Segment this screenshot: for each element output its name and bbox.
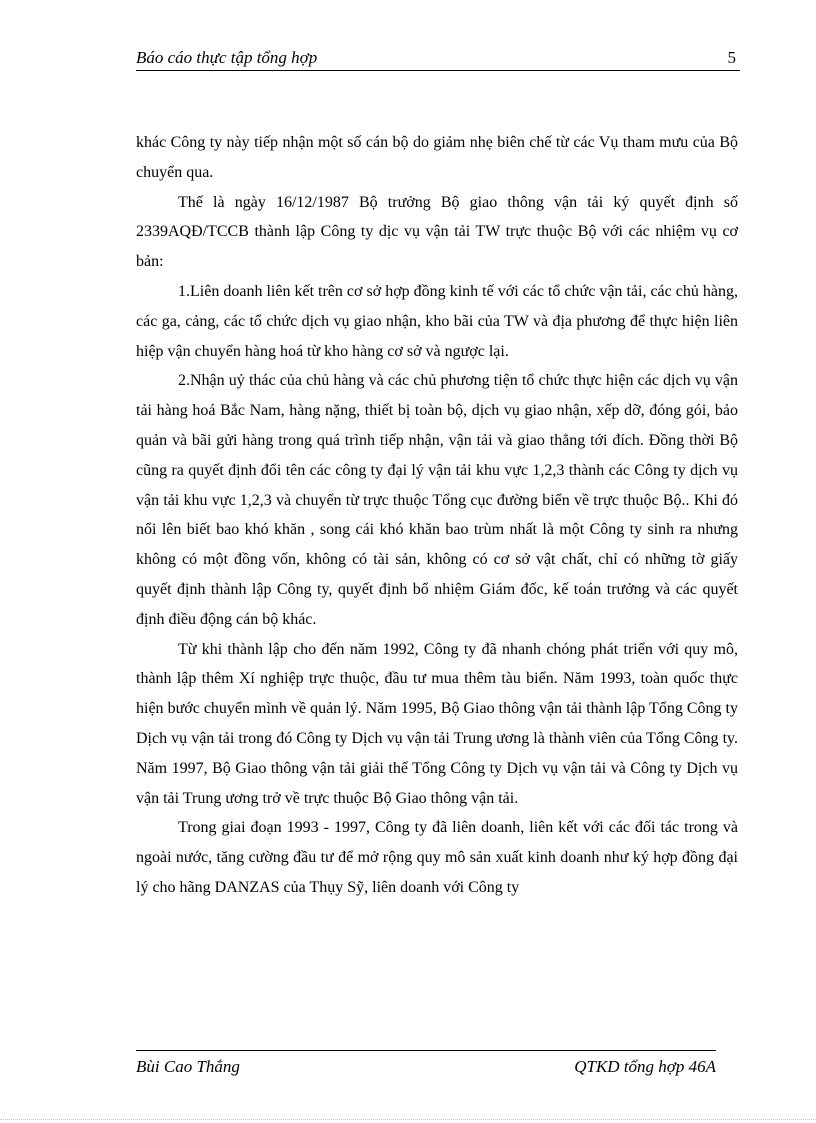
page-number: 5 <box>727 48 736 67</box>
page-footer <box>136 1050 716 1081</box>
paragraph: 2.Nhận uỷ thác của chủ hàng và các chủ phương tiện tổ chức thực hiện các dịch vụ vận tải hàng hoá Bắc Nam, hàng nặng, thiết bị toàn bộ, dịch vụ giao nhận, xếp dỡ, đóng gói, bảo quản và bãi gửi hàng trong quá trình tiếp nhận, vận tải và giao thẳng tới đích. Đồng thời Bộ cũng ra quyết định đổi tên các công ty đại lý vận tải khu vực 1,2,3 thành các Công ty dịch vụ vận tải khu vực 1,2,3 và chuyển từ trực thuộc Tổng cục đường biển về trực thuộc Bộ.. Khi đó nổi lên biết bao khó khăn , song cái khó khăn bao trùm nhất là một Công ty sinh ra nhưng không có một đồng vốn, không có tài sản, không có cơ sở vật chất, chỉ có những tờ giấy quyết định thành lập Công ty, quyết định bổ nhiệm Giám đốc, kế toán trưởng và các quyết định điều động cán bộ khác. <box>136 372 738 628</box>
page-header <box>136 44 740 71</box>
paragraph: khác Công ty này tiếp nhận một số cán bộ do giảm nhẹ biên chế từ các Vụ tham mưu của Bộ chuyển qua. <box>136 134 738 181</box>
class-name: QTKD tổng hợp 46A <box>574 1057 716 1076</box>
paragraph: Trong giai đoạn 1993 - 1997, Công ty đã liên doanh, liên kết với các đối tác trong và ngoài nước, tăng cường đầu tư để mở rộng quy mô sản xuất kinh doanh như ký hợp đồng đại lý cho hãng DANZAS của Thụy Sỹ, liên doanh với Công ty <box>136 819 738 896</box>
author-name: Bùi Cao Thắng <box>136 1057 240 1076</box>
report-title: Báo cáo thực tập tổng hợp <box>136 48 318 67</box>
paragraph: Thế là ngày 16/12/1987 Bộ trưởng Bộ giao thông vận tải ký quyết định số 2339AQĐ/TCCB thành lập Công ty dịc vụ vận tải TW trực thuộc Bộ với các nhiệm vụ cơ bản: <box>136 193 738 271</box>
page-edge-divider <box>0 1119 816 1120</box>
paragraph: Từ khi thành lập cho đến năm 1992, Công ty đã nhanh chóng phát triển với quy mô, thành lập thêm Xí nghiệp trực thuộc, đầu tư mua thêm tàu biển. Năm 1993, toàn quốc thực hiện bước chuyển mình về quản lý. Năm 1995, Bộ Giao thông vận tải thành lập Tổng Công ty Dịch vụ vận tải trong đó Công ty Dịch vụ vận tải Trung ương là thành viên của Tổng Công ty. Năm 1997, Bộ Giao thông vận tải giải thể Tổng Công ty Dịch vụ vận tải và Công ty Dịch vụ vận tải Trung ương trở về trực thuộc Bộ Giao thông vận tải. <box>136 640 738 807</box>
paragraph: 1.Liên doanh liên kết trên cơ sở hợp đồng kinh tế với các tổ chức vận tải, các chủ hàng, các ga, cảng, các tổ chức dịch vụ giao nhận, kho bãi của TW và địa phương để thực hiện liên hiệp vận chuyển hàng hoá từ kho hàng cơ sở và ngược lại. <box>136 282 738 360</box>
document-body <box>136 128 738 903</box>
